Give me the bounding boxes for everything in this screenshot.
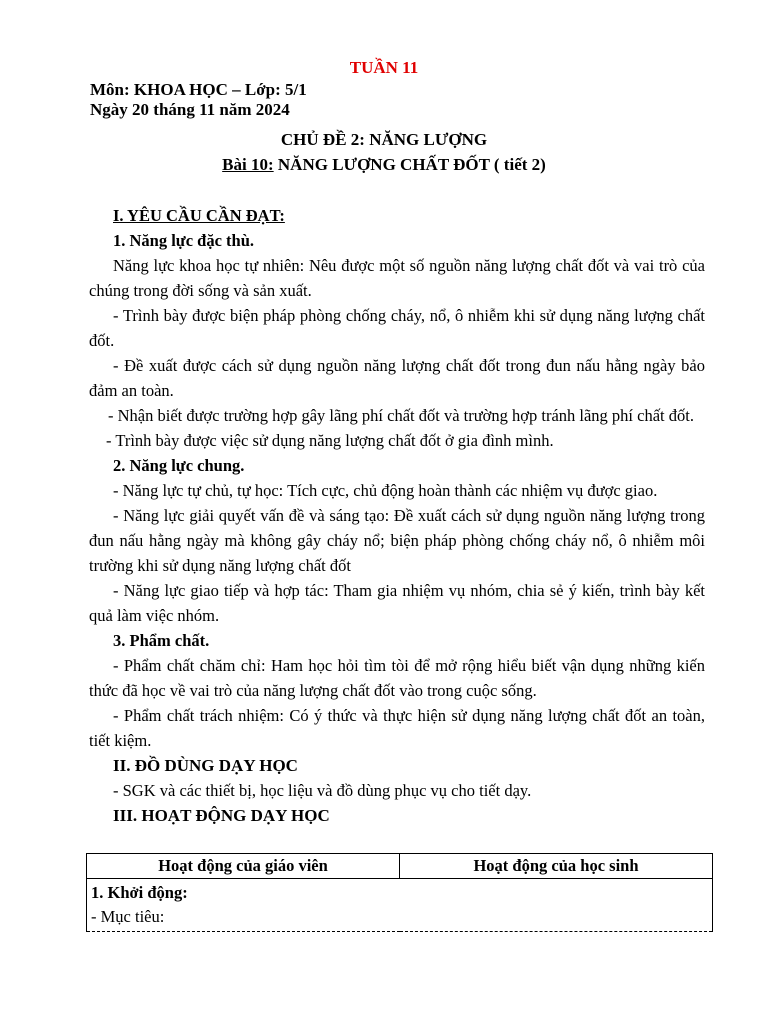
paragraph: - Năng lực giải quyết vấn đề và sáng tạo: Đề xuất cách sử dụng nguồn năng lượng trong đun nấu hằng ngày mà không gây cháy nổ; biện pháp phòng chống cháy nổ, ô nhiễm môi trường khi sử dụng năng lượng chất đốt [89,506,705,575]
document-body [89,203,705,828]
paragraph: - Nhận biết được trường hợp gây lãng phí chất đốt và trường hợp tránh lãng phí chất đốt. [108,406,694,425]
week-title: TUẦN 11 [349,58,419,77]
column-header-teacher: Hoạt động của giáo viên [87,854,400,879]
activity-title: 1. Khởi động: [91,883,188,902]
subsection-1-heading: 1. Năng lực đặc thù. [113,231,254,250]
paragraph: - Phẩm chất chăm chỉ: Ham học hỏi tìm tòi để mở rộng hiểu biết vận dụng những kiến thức đã học về vai trò của năng lượng chất đốt vào trong cuộc sống. [89,656,705,700]
paragraph: - Trình bày được việc sử dụng năng lượng chất đốt ở gia đình mình. [106,431,554,450]
table-row [87,879,713,932]
section-3-heading: III. HOẠT ĐỘNG DẠY HỌC [113,806,330,825]
date-line: Ngày 20 tháng 11 năm 2024 [90,100,290,119]
activity-table [86,853,713,932]
subsection-3-heading: 3. Phẩm chất. [113,631,210,650]
lesson-name: NĂNG LƯỢNG CHẤT ĐỐT ( tiết 2) [273,155,546,174]
lesson-title [0,155,768,175]
paragraph: - Phẩm chất trách nhiệm: Có ý thức và thực hiện sử dụng năng lượng chất đốt an toàn, tiết kiệm. [89,706,705,750]
lesson-prefix: Bài 10: [222,155,274,174]
section-2-heading: II. ĐỒ DÙNG DẠY HỌC [113,756,298,775]
paragraph: - Trình bày được biện pháp phòng chống cháy, nổ, ô nhiễm khi sử dụng năng lượng chất đốt. [89,306,705,350]
activity-item: - Mục tiêu: [91,907,165,926]
paragraph: - Năng lực tự chủ, tự học: Tích cực, chủ động hoàn thành các nhiệm vụ được giao. [113,481,658,500]
table-cell [87,879,713,932]
table-header-row [87,854,713,879]
paragraph: - Năng lực giao tiếp và hợp tác: Tham gia nhiệm vụ nhóm, chia sẻ ý kiến, trình bày kết quả làm việc nhóm. [89,581,705,625]
paragraph: - Đề xuất được cách sử dụng nguồn năng lượng chất đốt trong đun nấu hằng ngày bảo đảm an toàn. [89,356,705,400]
section-1-heading: I. YÊU CẦU CẦN ĐẠT: [113,206,285,225]
paragraph: Năng lực khoa học tự nhiên: Nêu được một số nguồn năng lượng chất đốt và vai trò của chúng trong đời sống và sản xuất. [89,256,705,300]
subject-line: Môn: KHOA HỌC – Lớp: 5/1 [90,80,307,99]
topic-title: CHỦ ĐỀ 2: NĂNG LƯỢNG [280,130,488,149]
column-header-student: Hoạt động của học sinh [400,854,713,879]
subsection-2-heading: 2. Năng lực chung. [113,456,245,475]
paragraph: - SGK và các thiết bị, học liệu và đồ dùng phục vụ cho tiết dạy. [113,781,532,800]
